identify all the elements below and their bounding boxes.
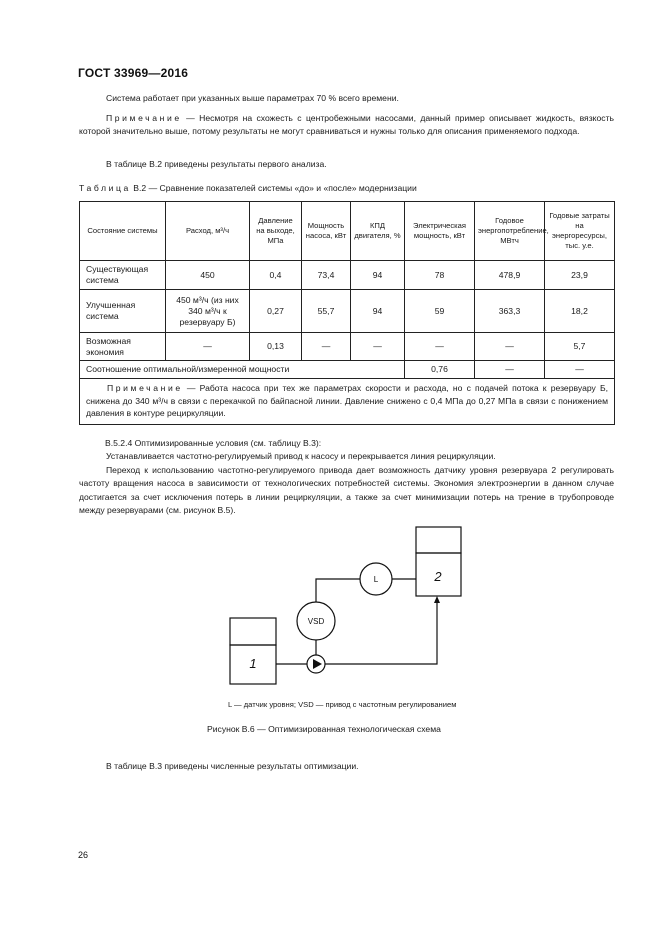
tank-2-top <box>416 527 461 553</box>
table-cell: Существующая система <box>80 261 166 290</box>
table-cell: Возможная экономия <box>80 333 166 361</box>
note-1-label: Примечание <box>106 113 182 123</box>
tank-2-label: 2 <box>434 569 442 584</box>
table-cell: — <box>475 361 545 379</box>
figure-legend: L — датчик уровня; VSD — привод с частотным регулированием <box>228 700 457 709</box>
figure-caption: Рисунок В.6 — Оптимизированная технологическая схема <box>207 724 441 734</box>
table-header-cell: Годовые затраты на энергоресурсы, тыс. у.е. <box>545 202 615 261</box>
vsd-label: VSD <box>307 617 325 626</box>
table-cell: — <box>475 333 545 361</box>
table-cell: — <box>351 333 405 361</box>
paragraph-operating-time: Система работает при указанных выше параметрах 70 % всего времени. <box>106 93 399 103</box>
table-cell: 59 <box>405 290 475 333</box>
level-sensor-label: L <box>373 575 379 584</box>
paragraph-results-ref: В таблице В.3 приведены численные результаты оптимизации. <box>106 761 359 771</box>
note-1-text: — Несмотря на схожесть с центробежными насосами, данный пример описывает жидкость, вязкость которой значительно выше, потому результаты не могут сравниваться и нужны только для описания применяемого подхода. <box>79 113 614 137</box>
table-header-cell: КПД двигателя, % <box>351 202 405 261</box>
table-header-cell: Годовое энергопотребление, МВтч <box>475 202 545 261</box>
table-cell: Улучшенная система <box>80 290 166 333</box>
pump-icon <box>313 659 322 669</box>
table-cell: 23,9 <box>545 261 615 290</box>
table-cell: 78 <box>405 261 475 290</box>
table-header-cell: Давление на выходе, МПа <box>250 202 302 261</box>
pipe-pump-to-tank2 <box>325 598 437 664</box>
table-cell: Соотношение оптимальной/измеренной мощности <box>80 361 405 379</box>
table-caption-label: Таблица <box>79 183 131 193</box>
table-header-cell: Электрическая мощность, кВт <box>405 202 475 261</box>
table-cell: 363,3 <box>475 290 545 333</box>
table-cell: 18,2 <box>545 290 615 333</box>
table-caption-text: В.2 — Сравнение показателей системы «до» и «после» модернизации <box>130 183 417 193</box>
table-cell: 0,76 <box>405 361 475 379</box>
table-cell: 94 <box>351 290 405 333</box>
table-cell: — <box>166 333 250 361</box>
table-cell: — <box>545 361 615 379</box>
document-code: ГОСТ 33969—2016 <box>78 66 189 80</box>
table-cell: 478,9 <box>475 261 545 290</box>
table-header-cell: Мощность насоса, кВт <box>302 202 351 261</box>
table-cell: 0,13 <box>250 333 302 361</box>
table-cell: — <box>302 333 351 361</box>
table-cell: 450 м³/ч (из них 340 м³/ч к резервуару Б) <box>166 290 250 333</box>
table-cell: 55,7 <box>302 290 351 333</box>
table-header-cell: Расход, м³/ч <box>166 202 250 261</box>
table-cell: 0,27 <box>250 290 302 333</box>
link-vsd-to-sensor <box>316 579 360 602</box>
table-cell: — <box>405 333 475 361</box>
table-cell: 450 <box>166 261 250 290</box>
table-cell: 94 <box>351 261 405 290</box>
paragraph-vsd-transition: Переход к использованию частотно-регулируемого привода дает возможность датчику уровня резервуара 2 регулировать частоту вращения насоса в зависимости от технологических потребностей системы. Экономия электроэнергии в данном случае достигается за счет исключения потерь в линии рециркуляции, а также за счет минимизации потерь на трение в трубопроводе между резервуарами (см. рисунок В.5). <box>79 465 614 516</box>
section-heading: В.5.2.4 Оптимизированные условия (см. таблицу В.3): <box>105 438 322 448</box>
table-header-cell: Состояние системы <box>80 202 166 261</box>
table-cell: 5,7 <box>545 333 615 361</box>
paragraph-table-ref: В таблице В.2 приведены результаты первого анализа. <box>106 159 327 169</box>
page-number: 26 <box>78 850 89 860</box>
table-note-text: — Работа насоса при тех же параметрах скорости и расхода, но с подачей потока к резервуару Б, снижена до 340 м³/ч в связи с перекачкой по байпасной линии. Давление снижено с 0,4 МПа до 0,27 МПа в связи с понижением давления в контуре рециркуляции. <box>86 383 608 419</box>
table-note-label: Примечание <box>107 383 183 393</box>
tank-1-top <box>230 618 276 645</box>
table-cell: 0,4 <box>250 261 302 290</box>
paragraph-vsd-install: Устанавливается частотно-регулируемый привод к насосу и перекрывается линия рециркуляции. <box>106 451 496 461</box>
flow-arrow-icon <box>434 596 440 603</box>
tank-1-label: 1 <box>249 656 257 671</box>
table-cell: 73,4 <box>302 261 351 290</box>
